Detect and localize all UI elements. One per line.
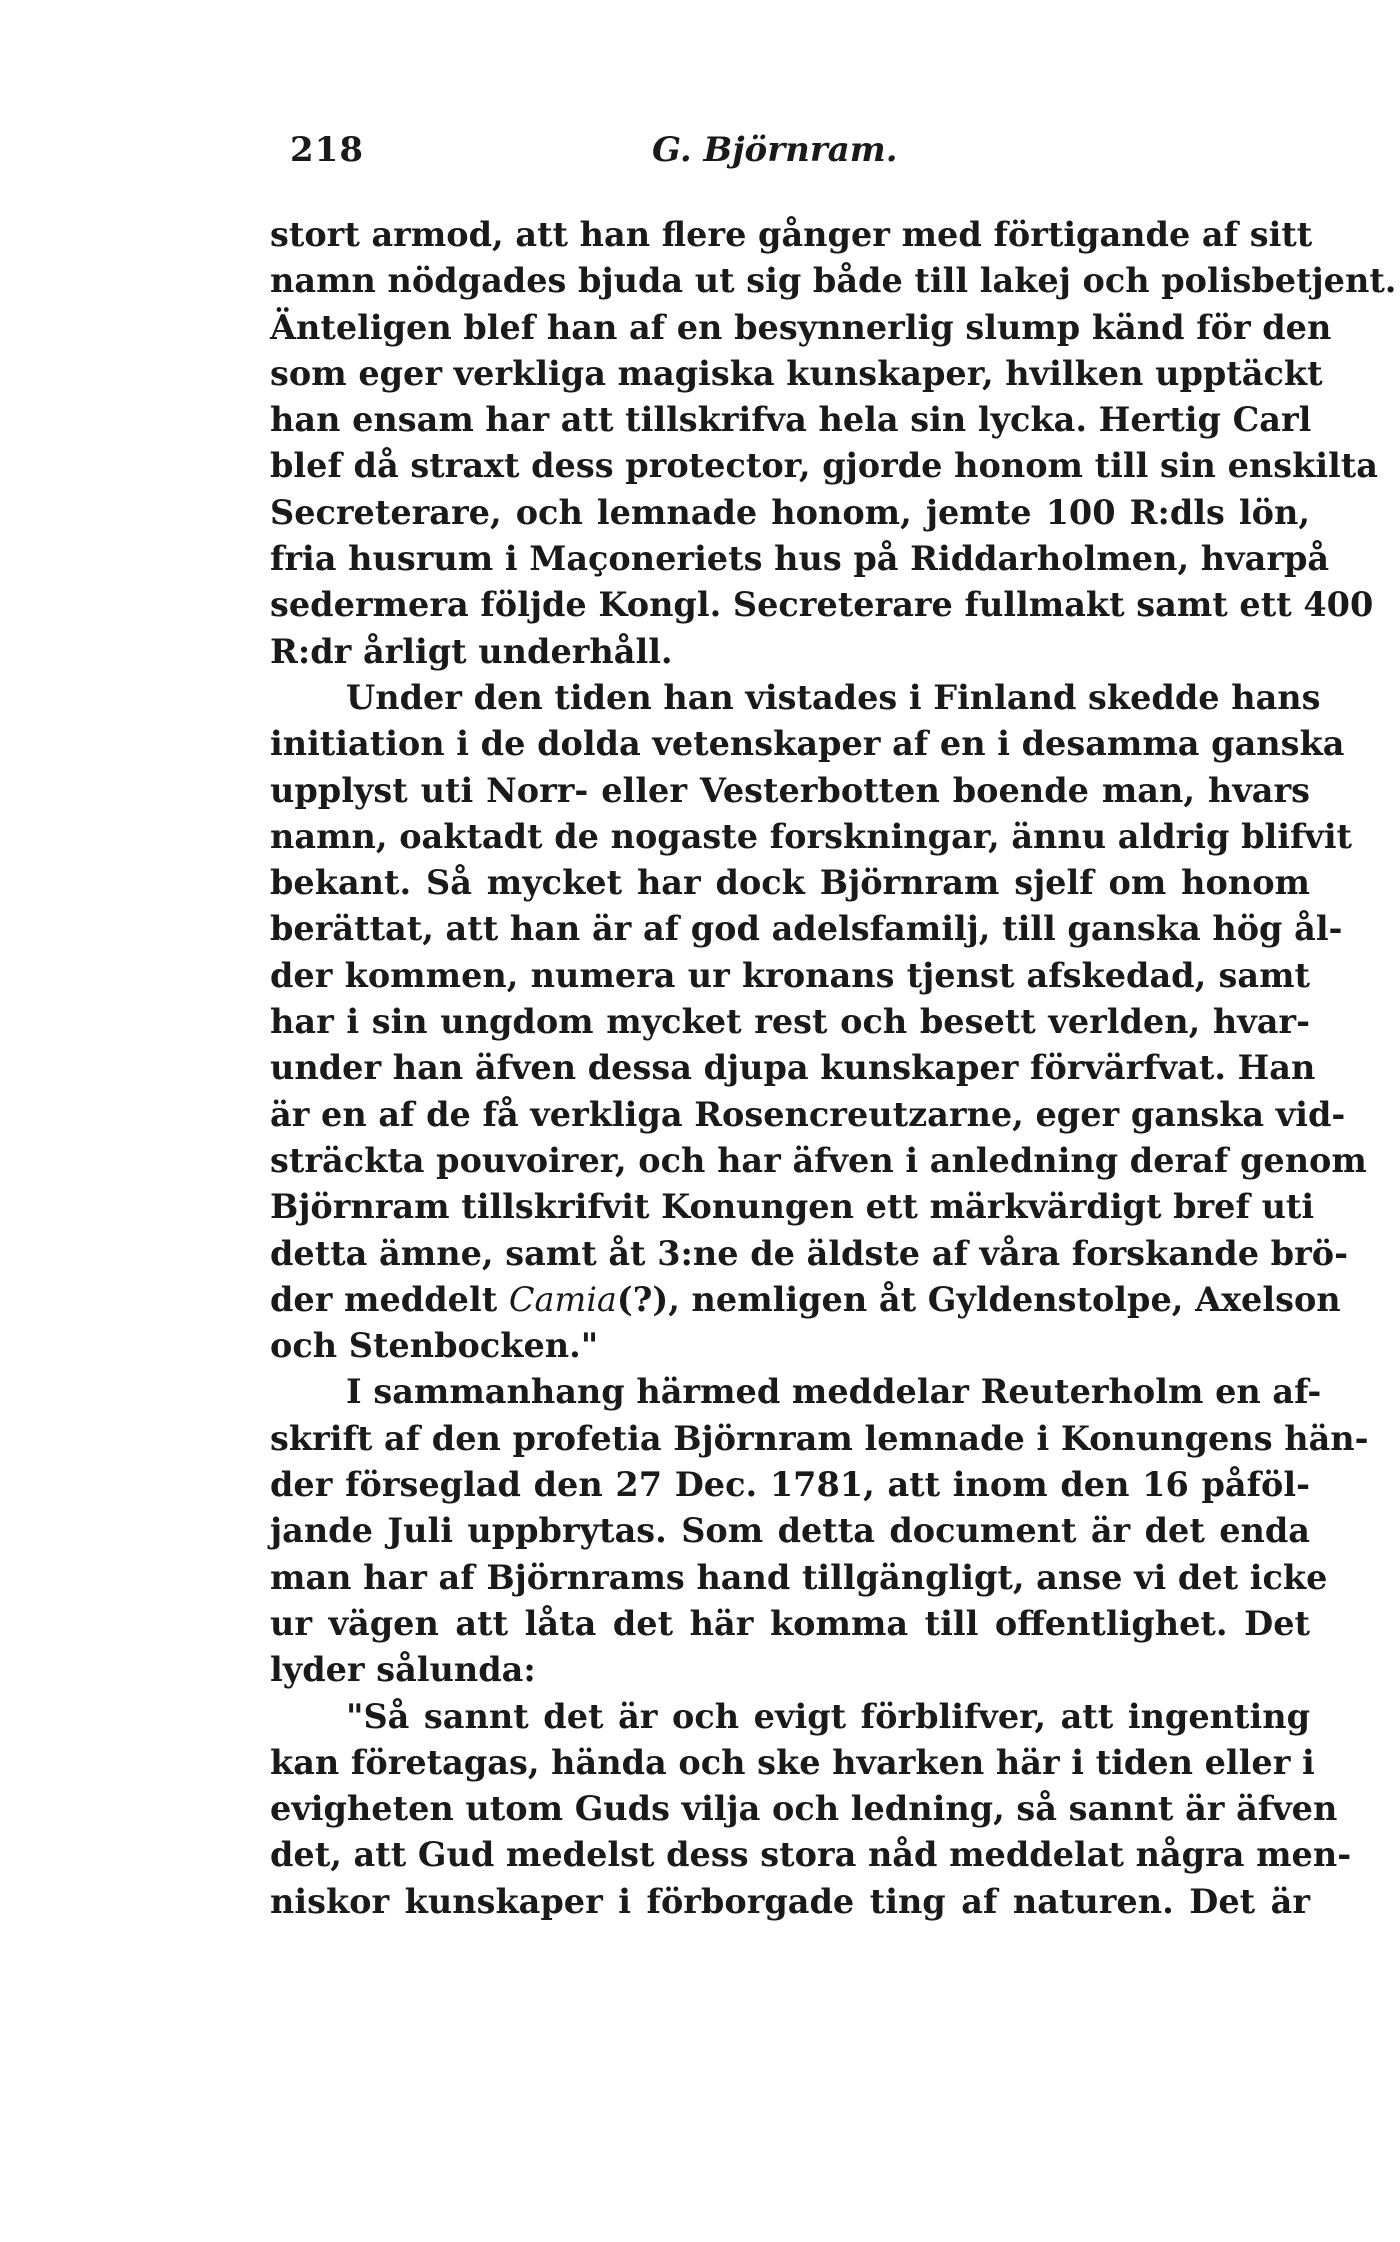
page-number: 218 (290, 130, 364, 170)
text-line: blef då straxt dess protector, gjorde honom till sin enskilta (270, 446, 1378, 486)
text-line: detta ämne, samt åt 3:ne de äldste af våra forskande brö- (270, 1233, 1349, 1273)
text-line: och Stenbocken." (270, 1326, 599, 1366)
text-line: är en af de få verkliga Rosencreutzarne, eger ganska vid- (270, 1094, 1346, 1134)
text-line: Under den tiden han vistades i Finland skedde hans (346, 677, 1321, 717)
text-line: bekant. Så mycket har dock Björnram sjelf om honom (270, 863, 1310, 903)
text-line: ur vägen att låta det här komma till offentlighet. Det (270, 1603, 1310, 1643)
text-line: namn, oaktadt de nogaste forskningar, ännu aldrig blifvit (270, 816, 1353, 856)
text-line: under han äfven dessa djupa kunskaper förvärfvat. Han (270, 1048, 1316, 1088)
text-line: skrift af den profetia Björnram lemnade i Konungens hän- (270, 1418, 1369, 1458)
text-line: I sammanhang härmed meddelar Reuterholm en af- (346, 1372, 1322, 1412)
text-line: evigheten utom Guds vilja och ledning, så sannt är äfven (270, 1789, 1338, 1829)
running-head: G. Björnram. (652, 130, 898, 170)
text-line: upplyst uti Norr- eller Vesterbotten boende man, hvars (270, 770, 1310, 810)
text-line: namn nödgades bjuda ut sig både till lakej och polisbetjent. (270, 261, 1397, 301)
text-line: niskor kunskaper i förborgade ting af naturen. Det är (270, 1881, 1310, 1921)
body-text (270, 212, 1397, 1925)
text-line: Secreterare, och lemnade honom, jemte 100 R:dls lön, (270, 492, 1310, 532)
italic-word: Camia (508, 1279, 617, 1319)
text-line: sträckta pouvoirer, och har äfven i anledning deraf genom (270, 1140, 1367, 1180)
text-line: R:dr årligt underhåll. (270, 631, 673, 671)
text-line: stort armod, att han flere gånger med förtigande af sitt (270, 215, 1313, 254)
text-line: der förseglad den 27 Dec. 1781, att inom den 16 påföl- (270, 1465, 1310, 1505)
text-line: som eger verkliga magiska kunskaper, hvilken upptäckt (270, 353, 1323, 393)
text-line: kan företagas, hända och ske hvarken här i tiden eller i (270, 1742, 1315, 1782)
text-segment: (?), nemligen åt Gyldenstolpe, Axelson (616, 1279, 1341, 1319)
text-line: lyder sålunda: (270, 1650, 536, 1690)
text-line: Änteligen blef han af en besynnerlig slump känd för den (270, 307, 1332, 347)
text-segment: der meddelt (270, 1279, 498, 1319)
text-line: Björnram tillskrifvit Konungen ett märkvärdigt bref uti (270, 1187, 1315, 1227)
text-line: initiation i de dolda vetenskaper af en i desamma ganska (270, 724, 1345, 764)
text-line: det, att Gud medelst dess stora nåd meddelat några men- (270, 1835, 1352, 1875)
text-line: sedermera följde Kongl. Secreterare fullmakt samt ett 400 (270, 585, 1374, 625)
text-line: jande Juli uppbrytas. Som detta document är det enda (270, 1511, 1310, 1551)
text-line: man har af Björnrams hand tillgängligt, anse vi det icke (270, 1557, 1328, 1597)
text-line: "Så sannt det är och evigt förblifver, att ingenting (346, 1696, 1310, 1736)
text-line: der kommen, numera ur kronans tjenst afskedad, samt (270, 955, 1310, 995)
page-header (290, 130, 1330, 190)
text-line: har i sin ungdom mycket rest och besett verlden, hvar- (270, 1002, 1310, 1042)
text-line: berättat, att han är af god adelsfamilj, till ganska hög ål- (270, 909, 1343, 949)
text-line: fria husrum i Maçoneriets hus på Riddarholmen, hvarpå (270, 539, 1330, 579)
text-line-with-italic (270, 1277, 1341, 1323)
text-line: han ensam har att tillskrifva hela sin lycka. Hertig Carl (270, 400, 1312, 440)
